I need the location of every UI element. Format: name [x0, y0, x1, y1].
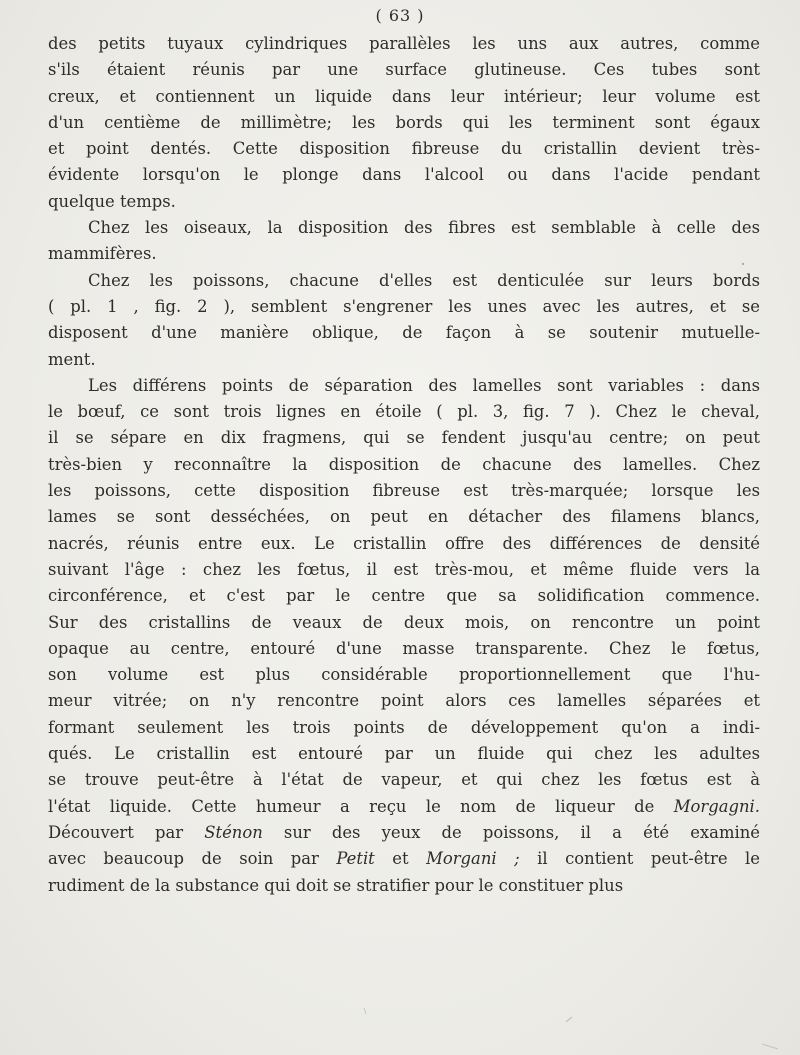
text-line: Les différens points de séparation des lamelles sont variables : dans — [88, 375, 760, 395]
text-line: Chez les oiseaux, la disposition des fibres est semblable à celle des — [88, 218, 760, 238]
text-line: meur vitrée; on n'y rencontre point alors ces lamelles séparées et — [48, 691, 760, 711]
text-line: Chez les poissons, chacune d'elles est denticulée sur leurs bords — [88, 270, 760, 290]
text-line: il se sépare en dix fragmens, qui se fendent jusqu'au centre; on peut — [48, 428, 760, 448]
text-line: opaque au centre, entouré d'une masse transparente. Chez le fœtus, — [48, 638, 760, 658]
text-line: et point dentés. Cette disposition fibreuse du cristallin devient très- — [48, 139, 760, 159]
text-run: Découvert par — [48, 822, 205, 842]
paper-speck — [742, 263, 744, 265]
text-line: lames se sont desséchées, on peut en détacher des filamens blancs, — [48, 507, 760, 527]
paper-mark — [364, 1008, 366, 1014]
text-line: des petits tuyaux cylindriques parallèles les uns aux autres, comme — [48, 34, 760, 53]
text-line: creux, et contiennent un liquide dans leur intérieur; leur volume est — [48, 86, 760, 106]
italic-name-petit: Petit — [336, 849, 375, 869]
text-line: mammifères. — [48, 244, 157, 264]
italic-name-morgani: Morgani ; — [426, 849, 520, 869]
text-line: qués. Le cristallin est entouré par un fluide qui chez les adultes — [48, 744, 760, 764]
text-run: l'état liquide. Cette humeur a reçu le nom de liqueur de — [48, 796, 674, 816]
paper-mark — [762, 1044, 778, 1049]
text-line: d'un centième de millimètre; les bords qui les terminent sont égaux — [48, 112, 760, 132]
text-line: formant seulement les trois points de développement qu'on a indi- — [48, 717, 760, 737]
text-line: nacrés, réunis entre eux. Le cristallin offre des différences de densité — [48, 533, 760, 553]
italic-name-morgagni: Morgagni. — [673, 796, 760, 816]
text-run: et — [374, 849, 427, 869]
text-line: suivant l'âge : chez les fœtus, il est très-mou, et même fluide vers la — [48, 559, 760, 579]
text-line: les poissons, cette disposition fibreuse est très-marquée; lorsque les — [48, 481, 760, 501]
text-line: rudiment de la substance qui doit se stratifier pour le constituer plus — [48, 875, 624, 895]
text-line: évidente lorsqu'on le plonge dans l'alcool ou dans l'acide pendant — [48, 165, 760, 185]
text-run: avec beaucoup de soin par — [48, 849, 337, 869]
text-line: s'ils étaient réunis par une surface glutineuse. Ces tubes sont — [48, 60, 760, 80]
text-line: son volume est plus considérable proportionnellement que l'hu- — [48, 665, 760, 685]
text-line: ment. — [48, 349, 96, 369]
text-line: circonférence, et c'est par le centre que sa solidification commence. — [48, 586, 760, 606]
text-line: Sur des cristallins de veaux de deux mois, on rencontre un point — [48, 612, 760, 632]
text-run: il contient peut-être le — [519, 849, 760, 869]
text-line: le bœuf, ce sont trois lignes en étoile ( pl. 3, fig. 7 ). Chez le cheval, — [48, 402, 760, 422]
text-line: se trouve peut-être à l'état de vapeur, et qui chez les fœtus est à — [48, 770, 760, 790]
italic-name-stenon: Sténon — [204, 822, 263, 842]
text-line: quelque temps. — [48, 191, 176, 211]
text-line: disposent d'une manière oblique, de façon à se soutenir mutuelle- — [48, 323, 760, 343]
page-number: ( 63 ) — [375, 6, 425, 25]
text-line: ( pl. 1 , fig. 2 ), semblent s'engrener les unes avec les autres, et se — [48, 296, 760, 316]
paper-mark — [566, 1017, 572, 1022]
text-run: sur des yeux de poissons, il a été examiné — [262, 822, 760, 842]
text-line: très-bien y reconnaître la disposition de chacune des lamelles. Chez — [48, 454, 760, 474]
